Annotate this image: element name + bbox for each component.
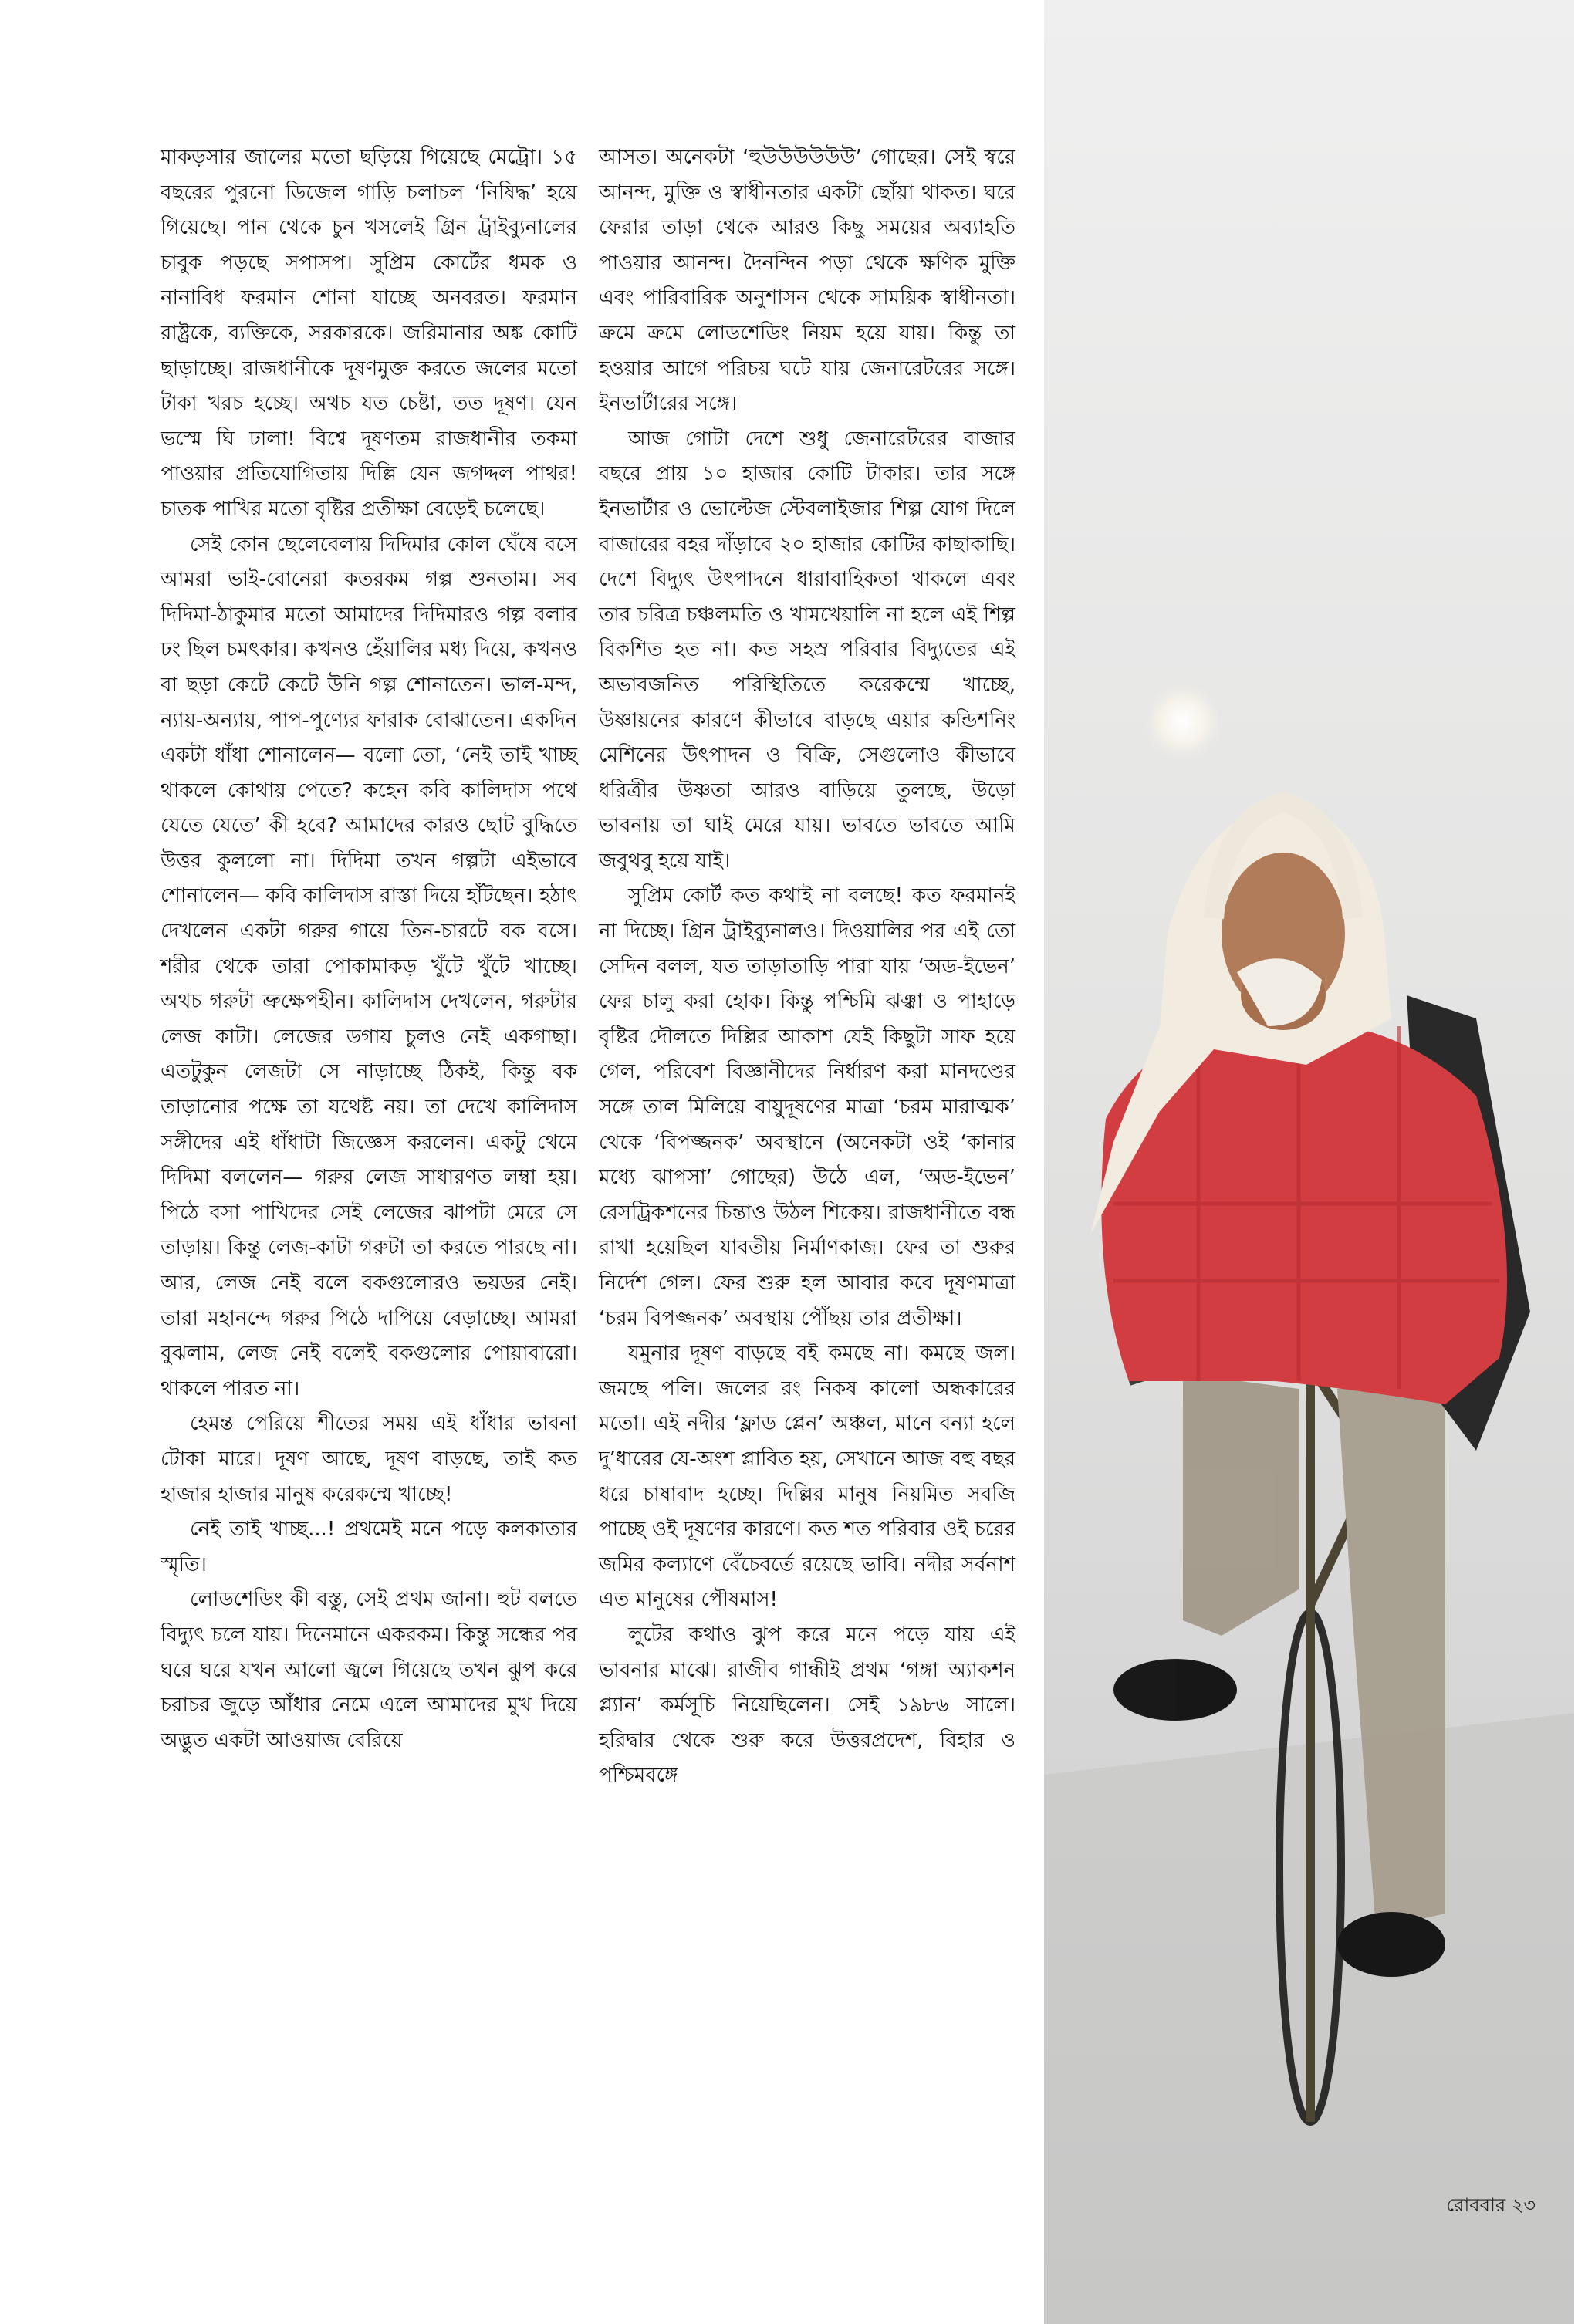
article-column-left bbox=[161, 140, 577, 1758]
paragraph: আসত। অনেকটা ‘হুউউউউউউ’ গোছের। সেই স্বরে আনন্দ, মুক্তি ও স্বাধীনতার একটা ছোঁয়া থাকত। ঘরে ফেরার তাড়া থেকে আরও কিছু সময়ের অব্যাহতি পাওয়ার আনন্দ। দৈনন্দিন পড়া থেকে ক্ষণিক মুক্তি এবং পারিবারিক অনুশাসন থেকে সাময়িক স্বাধীনতা। ক্রমে ক্রমে লোডশেডিং নিয়ম হয়ে যায়। কিন্তু তা হওয়ার আগে পরিচয় ঘটে যায় জেনারেটরের সঙ্গে। ইনভার্টারের সঙ্গে। bbox=[599, 146, 1015, 416]
cyclist-photo bbox=[1044, 0, 1574, 2324]
paragraph: লোডশেডিং কী বস্তু, সেই প্রথম জানা। হুট বলতে বিদ্যুৎ চলে যায়। দিনেমানে একরকম। কিন্তু সন্ধের পর ঘরে ঘরে যখন আলো জ্বলে গিয়েছে তখন ঝুপ করে চরাচর জুড়ে আঁধার নেমে এলে আমাদের মুখ দিয়ে অদ্ভুত একটা আওয়াজ বেরিয়ে bbox=[161, 1588, 577, 1752]
paragraph: আজ গোটা দেশে শুধু জেনারেটরের বাজার বছরে প্রায় ১০ হাজার কোটি টাকার। তার সঙ্গে ইনভার্টার ও ভোল্টেজ স্টেবলাইজার শিল্প যোগ দিলে বাজারের বহর দাঁড়াবে ২০ হাজার কোটির কাছাকাছি। দেশে বিদ্যুৎ উৎপাদনে ধারাবাহিকতা থাকলে এবং তার চরিত্র চঞ্চলমতি ও খামখেয়ালি না হলে এই শিল্প বিকশিত হত না। কত সহস্র পরিবার বিদ্যুতের এই অভাবজনিত পরিস্থিতিতে করেকম্মে খাচ্ছে, উষ্ণায়নের কারণে কীভাবে বাড়ছে এয়ার কন্ডিশনিং মেশিনের উৎপাদন ও বিক্রি, সেগুলোও কীভাবে ধরিত্রীর উষ্ণতা আরও বাড়িয়ে তুলছে, উড়ো ভাবনায় তা ঘাই মেরে যায়। ভাবতে ভাবতে আমি জবুথবু হয়ে যাই। bbox=[599, 427, 1015, 873]
street-lamp-glow bbox=[1137, 675, 1229, 768]
paragraph: নেই তাই খাচ্ছ...! প্রথমেই মনে পড়ে কলকাতার স্মৃতি। bbox=[161, 1518, 577, 1576]
trousers bbox=[1183, 1373, 1299, 1636]
paragraph: হেমন্ত পেরিয়ে শীতের সময় এই ধাঁধার ভাবনা টোকা মারে। দূষণ আছে, দূষণ বাড়ছে, তাই কত হাজার হাজার মানুষ করেকম্মে খাচ্ছে! bbox=[161, 1412, 577, 1506]
left-shoe bbox=[1113, 1659, 1237, 1721]
paragraph: সেই কোন ছেলেবেলায় দিদিমার কোল ঘেঁষে বসে আমরা ভাই-বোনেরা কতরকম গল্প শুনতাম। সব দিদিমা-ঠাকুমার মতো আমাদের দিদিমারও গল্প বলার ঢং ছিল চমৎকার। কখনও হেঁয়ালির মধ্য দিয়ে, কখনও বা ছড়া কেটে কেটে উনি গল্প শোনাতেন। ভাল-মন্দ, ন্যায়-অন্যায়, পাপ-পুণ্যের ফারাক বোঝাতেন। একদিন একটা ধাঁধা শোনালেন— বলো তো, ‘নেই তাই খাচ্ছ থাকলে কোথায় পেতে? কহেন কবি কালিদাস পথে যেতে যেতে’ কী হবে? আমাদের কারও ছোট বুদ্ধিতে উত্তর কুললো না। দিদিমা তখন গল্পটা এইভাবে শোনালেন— কবি কালিদাস রাস্তা দিয়ে হাঁটছেন। হঠাৎ দেখলেন একটা গরুর গায়ে তিন-চারটে বক বসে। শরীর থেকে তারা পোকামাকড় খুঁটে খুঁটে খাচ্ছে। অথচ গরুটা ভ্রুক্ষেপহীন। কালিদাস দেখলেন, গরুটার লেজ কাটা। লেজের ডগায় চুলও নেই একগাছা। এতটুকুন লেজটা সে নাড়াচ্ছে ঠিকই, কিন্তু বক তাড়ানোর পক্ষে তা যথেষ্ট নয়। তা দেখে কালিদাস সঙ্গীদের এই ধাঁধাটা জিজ্ঞেস করলেন। একটু থেমে দিদিমা বললেন— গরুর লেজ সাধারণত লম্বা হয়। পিঠে বসা পাখিদের সেই লেজের ঝাপটা মেরে সে তাড়ায়। কিন্তু লেজ-কাটা গরুটা তা করতে পারছে না। আর, লেজ নেই বলে বকগুলোরও ভয়ডর নেই। তারা মহানন্দে গরুর পিঠে দাপিয়ে বেড়াচ্ছে। আমরা বুঝলাম, লেজ নেই বলেই বকগুলোর পোয়াবারো। থাকলে পারত না। bbox=[161, 532, 577, 1400]
paragraph: সুপ্রিম কোর্ট কত কথাই না বলছে! কত ফরমানই না দিচ্ছে। গ্রিন ট্রাইব্যুনালও। দিওয়ালির পর এই তো সেদিন বলল, যত তাড়াতাড়ি পারা যায় ‘অড-ইভেন’ ফের চালু করা হোক। কিন্তু পশ্চিমি ঝঞ্ঝা ও পাহাড়ে বৃষ্টির দৌলতে দিল্লির আকাশ যেই কিছুটা সাফ হয়ে গেল, পরিবেশ বিজ্ঞানীদের নির্ধারণ করা মানদণ্ডের সঙ্গে তাল মিলিয়ে বায়ুদূষণের মাত্রা ‘চরম মারাত্মক’ থেকে ‘বিপজ্জনক’ অবস্থানে (অনেকটা ওই ‘কানার মধ্যে ঝাপসা’ গোছের) উঠে এল, ‘অড-ইভেন’ রেসট্রিকশনের চিন্তাও উঠল শিকেয়। রাজধানীতে বন্ধ রাখা হয়েছিল যাবতীয় নির্মাণকাজ। ফের তা শুরুর নির্দেশ গেল। ফের শুরু হল আবার কবে দূষণমাত্রা ‘চরম বিপজ্জনক’ অবস্থায় পৌঁছয় তার প্রতীক্ষা। bbox=[599, 884, 1015, 1330]
right-shoe bbox=[1337, 1912, 1445, 1977]
paragraph: যমুনার দূষণ বাড়ছে বই কমছে না। কমছে জল। জমছে পলি। জলের রং নিকষ কালো অন্ধকারের মতো। এই নদীর ‘ফ্লাড প্লেন’ অঞ্চল, মানে বন্যা হলে দু’ধারের যে-অংশ প্লাবিত হয়, সেখানে আজ বহু বছর ধরে চাষাবাদ হচ্ছে। দিল্লির মানুষ নিয়মিত সবজি পাচ্ছে ওই দূষণের কারণে। কত শত পরিবার ওই চরের জমির কল্যাণে বেঁচেবর্তে রয়েছে ভাবি। নদীর সর্বনাশ এত মানুষের পৌষমাস! bbox=[599, 1342, 1015, 1612]
article-column-right bbox=[599, 140, 1015, 1794]
page-folio: রোববার ২৩ bbox=[1446, 2194, 1536, 2216]
paragraph: লুটের কথাও ঝুপ করে মনে পড়ে যায় এই ভাবনার মাঝে। রাজীব গান্ধীই প্রথম ‘গঙ্গা অ্যাকশন প্ল্যান’ কর্মসূচি নিয়েছিলেন। সেই ১৯৮৬ সালে। হরিদ্বার থেকে শুরু করে উত্তরপ্রদেশ, বিহার ও পশ্চিমবঙ্গে bbox=[599, 1623, 1015, 1788]
paragraph: মাকড়সার জালের মতো ছড়িয়ে গিয়েছে মেট্রো। ১৫ বছরের পুরনো ডিজেল গাড়ি চলাচল ‘নিষিদ্ধ’ হয়ে গিয়েছে। পান থেকে চুন খসলেই গ্রিন ট্রাইব্যুনালের চাবুক পড়ছে সপাসপ। সুপ্রিম কোর্টের ধমক ও নানাবিধ ফরমান শোনা যাচ্ছে অনবরত। ফরমান রাষ্ট্রকে, ব্যক্তিকে, সরকারকে। জরিমানার অঙ্ক কোটি ছাড়াচ্ছে। রাজধানীকে দূষণমুক্ত করতে জলের মতো টাকা খরচ হচ্ছে। অথচ যত চেষ্টা, তত দূষণ। যেন ভস্মে ঘি ঢালা! বিশ্বে দূষণতম রাজধানীর তকমা পাওয়ার প্রতিযোগিতায় দিল্লি যেন জগদ্দল পাথর! চাতক পাখির মতো বৃষ্টির প্রতীক্ষা বেড়েই চলেছে। bbox=[161, 146, 577, 521]
